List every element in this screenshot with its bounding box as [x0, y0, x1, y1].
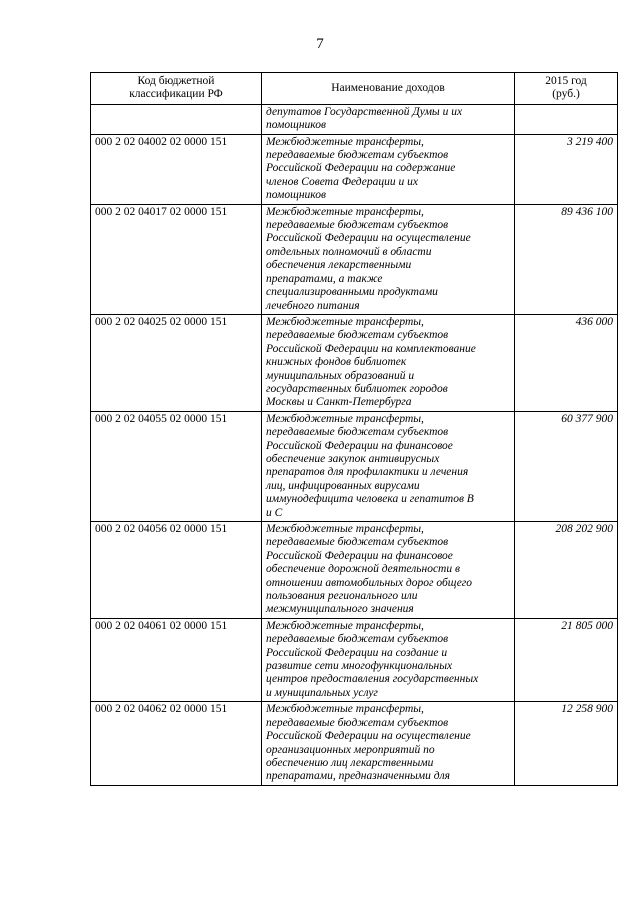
amount-cell: 436 000 [515, 314, 618, 411]
table-row [91, 702, 618, 785]
header-code [91, 73, 262, 105]
revenue-name-line: препаратов для профилактики и лечения [266, 466, 469, 479]
revenue-name-line: обеспечение дорожной деятельности в [266, 563, 460, 576]
revenue-name-line: специализированными продуктами [266, 286, 438, 299]
amount-cell: 12 258 900 [515, 702, 618, 785]
page-number: 7 [316, 36, 324, 52]
revenue-name-line: отношении автомобильных дорог общего [266, 576, 473, 589]
revenue-name-line: Российской Федерации на осуществление [266, 730, 471, 743]
revenue-name-line: иммунодефицита человека и гепатитов В [266, 493, 474, 506]
revenue-name-line: Межбюджетные трансферты, [266, 205, 424, 218]
header-name-line: Наименование доходов [331, 81, 445, 94]
revenue-name-line: организационных мероприятий по [266, 743, 435, 756]
revenue-name-line: обеспечение закупок антивирусных [266, 452, 440, 465]
revenue-name-line: и С [266, 506, 283, 519]
revenue-name-line: обеспечению лиц лекарственными [266, 756, 434, 769]
revenue-name-line: Российской Федерации на финансовое [266, 439, 453, 452]
revenue-name-cell [262, 702, 515, 785]
revenue-name-line: передаваемые бюджетам субъектов [266, 536, 449, 549]
budget-code-cell: 000 2 02 04061 02 0000 151 [91, 618, 262, 701]
revenue-name-line: обеспечения лекарственными [266, 259, 412, 272]
revenue-name-line: и муниципальных услуг [266, 686, 378, 699]
revenue-name-line: Межбюджетные трансферты, [266, 315, 424, 328]
budget-code-cell: 000 2 02 04025 02 0000 151 [91, 314, 262, 411]
revenue-name-line: препаратами, предназначенными для [266, 770, 450, 783]
revenue-name-line: Межбюджетные трансферты, [266, 412, 424, 425]
table-row [91, 522, 618, 619]
revenue-name-cell [262, 104, 515, 134]
revenue-name-line: Российской Федерации на финансовое [266, 549, 453, 562]
amount-cell: 21 805 000 [515, 618, 618, 701]
budget-code-cell: 000 2 02 04055 02 0000 151 [91, 411, 262, 521]
amount-cell: 208 202 900 [515, 522, 618, 619]
revenue-name-line: передаваемые бюджетам субъектов [266, 633, 449, 646]
revenue-name-line: передаваемые бюджетам субъектов [266, 426, 449, 439]
revenue-name-line: Российской Федерации на создание и [266, 646, 448, 659]
header-amount [515, 73, 618, 105]
revenue-name-line: книжных фондов библиотек [266, 356, 407, 369]
revenue-name-cell [262, 204, 515, 314]
table-header-row [91, 73, 618, 105]
revenue-name-line: препаратами, а также [266, 272, 383, 285]
amount-cell: 89 436 100 [515, 204, 618, 314]
revenue-name-line: отдельных полномочий в области [266, 245, 432, 258]
revenue-name-line: лечебного питания [266, 299, 360, 312]
table-row [91, 411, 618, 521]
revenue-name-line: центров предоставления государственных [266, 673, 479, 686]
revenue-name-line: помощников [266, 189, 326, 202]
revenue-name-line: развитие сети многофункциональных [266, 660, 453, 673]
table-body [91, 104, 618, 785]
revenue-name-cell [262, 522, 515, 619]
revenue-name-line: государственных библиотек городов [266, 382, 448, 395]
revenue-name-line: лиц, инфицированных вирусами [266, 479, 420, 492]
revenue-name-line: членов Совета Федерации и их [266, 175, 418, 188]
table-row [91, 134, 618, 204]
table-row [91, 314, 618, 411]
revenue-name-line: Москвы и Санкт-Петербурга [266, 396, 412, 409]
header-amount-line: 2015 год [545, 75, 587, 87]
header-code-line: Код бюджетной [137, 75, 215, 87]
revenue-name-line: Межбюджетные трансферты, [266, 523, 424, 535]
budget-code-cell: 000 2 02 04017 02 0000 151 [91, 204, 262, 314]
revenue-name-line: Межбюджетные трансферты, [266, 619, 424, 632]
revenue-name-line: передаваемые бюджетам субъектов [266, 219, 449, 232]
revenue-name-line: передаваемые бюджетам субъектов [266, 716, 449, 729]
revenue-name-cell [262, 411, 515, 521]
revenue-name-cell [262, 618, 515, 701]
budget-code-cell: 000 2 02 04062 02 0000 151 [91, 702, 262, 785]
revenue-name-line: муниципальных образований и [266, 369, 415, 382]
header-code-line: классификации РФ [129, 88, 223, 101]
revenue-name-line: пользования регионального или [266, 590, 418, 603]
amount-cell: 3 219 400 [515, 134, 618, 204]
revenue-name-line: Межбюджетные трансферты, [266, 703, 424, 716]
revenue-name-line: Межбюджетные трансферты, [266, 135, 424, 148]
revenue-name-line: депутатов Государственной Думы и их [266, 105, 463, 118]
amount-cell [515, 104, 618, 134]
budget-code-cell [91, 104, 262, 134]
table-row [91, 104, 618, 134]
budget-code-cell: 000 2 02 04002 02 0000 151 [91, 134, 262, 204]
revenue-name-line: помощников [266, 119, 326, 132]
budget-code-cell: 000 2 02 04056 02 0000 151 [91, 522, 262, 619]
revenue-name-line: Российской Федерации на содержание [266, 162, 456, 175]
revenue-name-line: Российской Федерации на комплектование [266, 342, 476, 355]
revenue-name-line: передаваемые бюджетам субъектов [266, 149, 449, 162]
amount-cell: 60 377 900 [515, 411, 618, 521]
revenue-name-line: Российской Федерации на осуществление [266, 232, 471, 245]
table-row [91, 618, 618, 701]
revenue-name-line: межмуниципального значения [266, 603, 414, 616]
header-amount-line: (руб.) [552, 88, 580, 101]
revenue-name-line: передаваемые бюджетам субъектов [266, 329, 449, 342]
header-name [262, 73, 515, 105]
revenue-name-cell [262, 314, 515, 411]
budget-revenue-table [90, 72, 618, 786]
table-row [91, 204, 618, 314]
revenue-name-cell [262, 134, 515, 204]
